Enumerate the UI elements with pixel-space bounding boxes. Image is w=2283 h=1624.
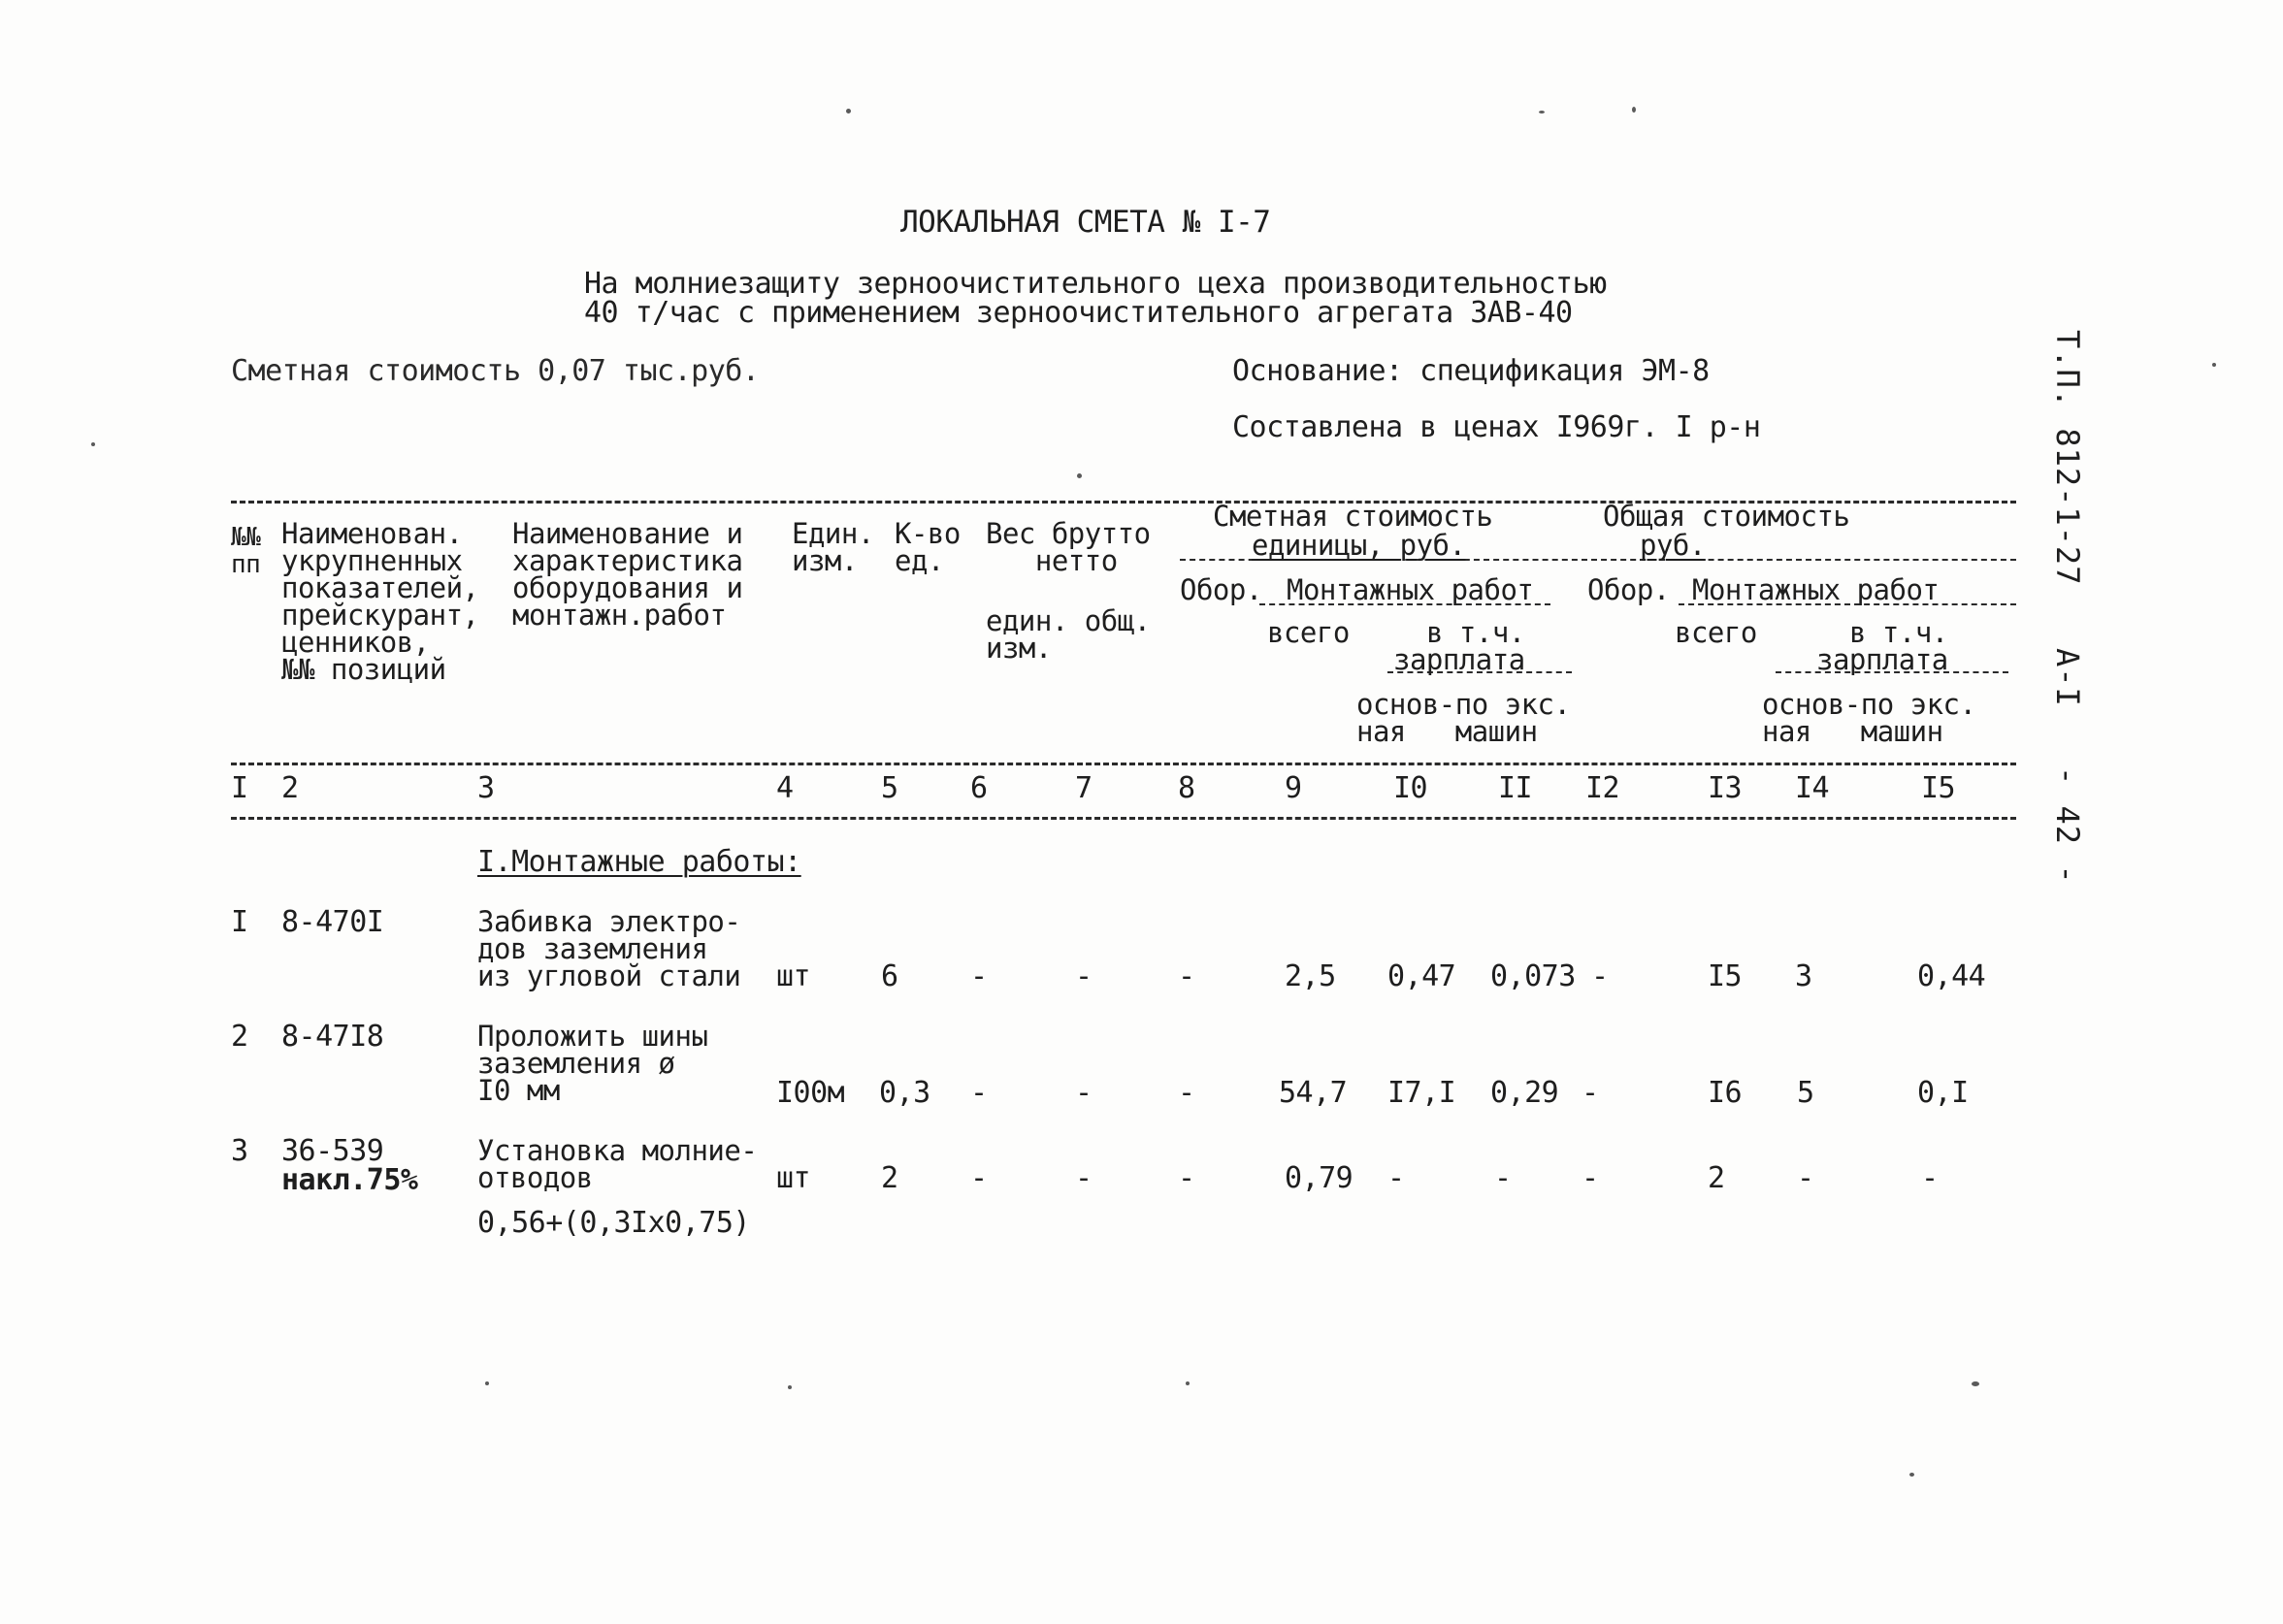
row-weight-unit: - — [970, 959, 988, 993]
row-wage-basic: I7,I — [1387, 1076, 1456, 1110]
row-equip-total: - — [1582, 1161, 1599, 1195]
header-total-cost-group-2: руб. — [1640, 529, 1706, 562]
header-npp: №№ пп — [231, 523, 261, 579]
colnum-1: I — [231, 771, 248, 805]
row-wage-machine: 0,29 — [1490, 1076, 1559, 1110]
row-sum-machine: 0,I — [1917, 1076, 1969, 1110]
subtitle-line-2: 40 т/час с применением зерноочистительного агрегата ЗАВ-40 — [584, 296, 1573, 330]
row-description: Проложить шины заземления ø I0 мм — [477, 1020, 708, 1107]
row-sum-total: I6 — [1708, 1076, 1743, 1110]
row-equip-total: - — [1582, 1076, 1599, 1110]
margin-project-code: Т.П. 812-1-27 — [2049, 330, 2086, 586]
header-weight-sub: един. общ. изм. — [986, 604, 1151, 665]
header-indicator-name: Наименован. укрупненных показателей, прейскурант, ценников, №№ позиций — [281, 517, 479, 686]
header-equip-total: Обор. — [1587, 573, 1670, 606]
subtitle-line-1: На молниезащиту зерноочистительного цеха производительностью — [584, 267, 1607, 301]
row-weight-unit: - — [970, 1076, 988, 1110]
header-unit: Един. изм. — [792, 517, 874, 577]
row-description: Забивка электро- дов заземления из угловой стали — [477, 905, 741, 992]
header-weight: Вес брутто нетто — [986, 517, 1151, 577]
header-vsego-unit: всего — [1267, 616, 1350, 649]
colnum-3: 3 — [477, 771, 495, 805]
scan-speck — [485, 1381, 489, 1385]
row-code-surcharge: накл.75% — [281, 1163, 418, 1197]
header-vsego-total: всего — [1675, 616, 1757, 649]
header-vtch-total: в т.ч. — [1849, 616, 1948, 649]
margin-page-number: - 42 - — [2049, 766, 2086, 885]
row-wage-machine: - — [1494, 1161, 1512, 1195]
colnum-7: 7 — [1075, 771, 1093, 805]
header-total-cost-group: Общая стоимость — [1603, 500, 1850, 533]
row-equip-unit: - — [1178, 1076, 1195, 1110]
row-weight-total: - — [1075, 1076, 1093, 1110]
colnum-10: I0 — [1393, 771, 1428, 805]
estimate-basis: Основание: спецификация ЭМ-8 — [1232, 354, 1710, 388]
header-unit-cost-group: Сметная стоимость — [1213, 500, 1493, 533]
scan-speck — [1909, 1473, 1914, 1477]
row-equip-total: - — [1591, 959, 1609, 993]
row-formula: 0,56+(0,3Ix0,75) — [477, 1206, 750, 1240]
section-title: I.Монтажные работы: — [477, 845, 801, 879]
price-base: Составлена в ценах I969г. I р-н — [1232, 410, 1761, 444]
scan-speck — [1972, 1381, 1979, 1386]
row-sum-machine: - — [1921, 1161, 1939, 1195]
colnum-5: 5 — [881, 771, 898, 805]
row-install-total: 2,5 — [1285, 959, 1336, 993]
scan-speck — [1186, 1381, 1190, 1385]
colnum-11: II — [1498, 771, 1533, 805]
header-zarplata-total: зарплата — [1816, 643, 1948, 676]
colnum-8: 8 — [1178, 771, 1195, 805]
row-number: 2 — [231, 1020, 248, 1054]
header-install-total: Монтажных работ — [1692, 573, 1940, 606]
row-quantity: 6 — [881, 959, 898, 993]
header-quantity: К-во ед. — [895, 517, 961, 577]
row-weight-unit: - — [970, 1161, 988, 1195]
header-vtch-unit: в т.ч. — [1426, 616, 1525, 649]
row-sum-basic: 5 — [1797, 1076, 1814, 1110]
row-code: 8-47I8 — [281, 1020, 384, 1054]
colnum-15: I5 — [1921, 771, 1956, 805]
row-install-total: 0,79 — [1285, 1161, 1353, 1195]
row-unit: шт — [776, 1161, 811, 1195]
header-naya-unit: ная машин — [1356, 715, 1538, 748]
row-code: 36-539 — [281, 1134, 384, 1168]
row-unit: I00м — [776, 1076, 845, 1110]
row-weight-total: - — [1075, 1161, 1093, 1195]
scan-speck — [1077, 473, 1082, 478]
header-equip-unit: Обор. — [1180, 573, 1262, 606]
row-number: 3 — [231, 1134, 248, 1168]
scan-speck — [846, 109, 851, 114]
colnum-4: 4 — [776, 771, 794, 805]
row-wage-basic: - — [1387, 1161, 1405, 1195]
header-osnov-total: основ-по экс. — [1762, 688, 1976, 721]
header-unit-cost-group-2: единицы, руб. — [1252, 529, 1466, 562]
row-wage-basic: 0,47 — [1387, 959, 1456, 993]
row-sum-basic: - — [1797, 1161, 1814, 1195]
colnum-14: I4 — [1795, 771, 1830, 805]
margin-sheet-id: А-I — [2049, 648, 2086, 707]
row-quantity: 0,3 — [879, 1076, 930, 1110]
scan-speck — [1539, 111, 1545, 114]
row-description: Установка молние- отводов — [477, 1134, 758, 1194]
row-code: 8-470I — [281, 905, 384, 939]
header-osnov-unit: основ-по экс. — [1356, 688, 1571, 721]
row-sum-basic: 3 — [1795, 959, 1812, 993]
row-wage-machine: 0,073 — [1490, 959, 1576, 993]
row-unit: шт — [776, 959, 811, 993]
row-quantity: 2 — [881, 1161, 898, 1195]
colnum-12: I2 — [1585, 771, 1620, 805]
header-naya-total: ная машин — [1762, 715, 1943, 748]
header-description: Наименование и характеристика оборудования и монтажн.работ — [512, 517, 743, 632]
colnum-13: I3 — [1708, 771, 1743, 805]
colnum-2: 2 — [281, 771, 299, 805]
row-sum-total: 2 — [1708, 1161, 1725, 1195]
row-equip-unit: - — [1178, 1161, 1195, 1195]
header-install-unit: Монтажных работ — [1287, 573, 1534, 606]
row-equip-unit: - — [1178, 959, 1195, 993]
column-numbers-rule — [231, 817, 2016, 820]
row-weight-total: - — [1075, 959, 1093, 993]
row-number: I — [231, 905, 248, 939]
header-zarplata-unit: зарплата — [1393, 643, 1525, 676]
scan-speck — [2212, 363, 2216, 367]
row-install-total: 54,7 — [1279, 1076, 1348, 1110]
colnum-6: 6 — [970, 771, 988, 805]
colnum-9: 9 — [1285, 771, 1302, 805]
row-sum-machine: 0,44 — [1917, 959, 1986, 993]
document-title: ЛОКАЛЬНАЯ СМЕТА № I-7 — [900, 205, 1271, 240]
row-sum-total: I5 — [1708, 959, 1743, 993]
header-bottom-rule — [231, 763, 2016, 765]
scan-speck — [91, 442, 95, 446]
scan-speck — [1632, 107, 1636, 113]
scan-speck — [788, 1385, 792, 1389]
estimated-cost: Сметная стоимость 0,07 тыс.руб. — [231, 354, 760, 388]
